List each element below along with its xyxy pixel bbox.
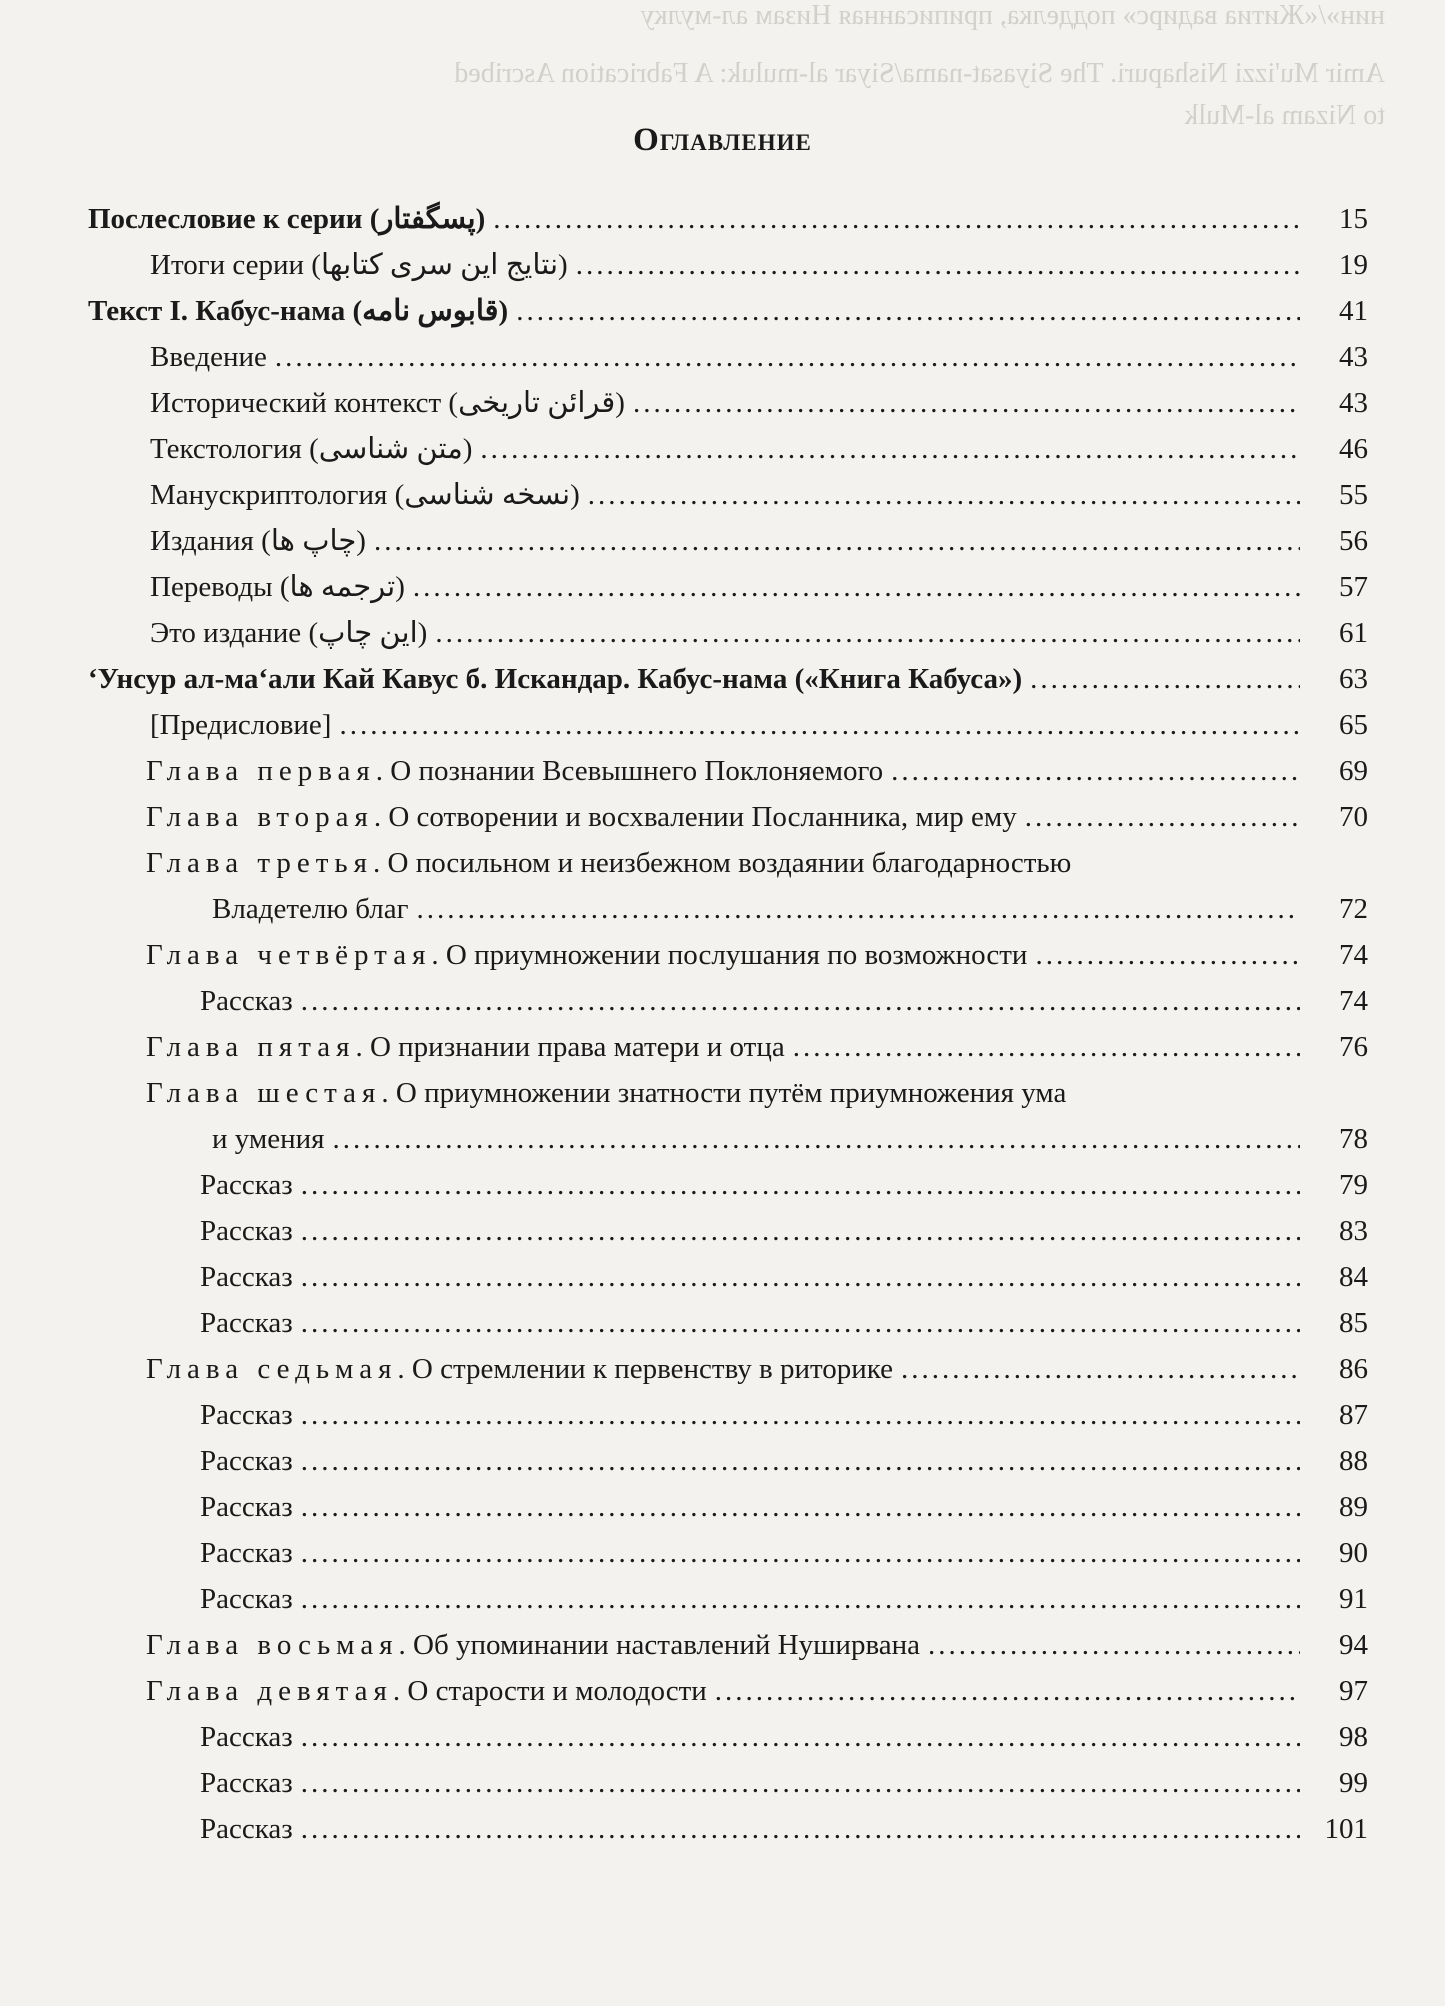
toc-entry-text: Введение — [150, 341, 267, 373]
page-number: 41 — [1339, 295, 1368, 327]
toc-entry-title — [200, 1484, 293, 1530]
toc-entry-text: Рассказ — [200, 1537, 293, 1569]
toc-entry-title — [146, 748, 883, 794]
toc-entry-title — [200, 1806, 293, 1852]
dot-leader — [301, 1438, 1300, 1484]
toc-entry-text: Рассказ — [200, 1307, 293, 1339]
persian-title: قرائن تاریخی — [458, 387, 616, 419]
toc-entry — [88, 1760, 1368, 1806]
toc-entry-text: Рассказ — [200, 1169, 293, 1201]
dot-leader — [301, 1300, 1300, 1346]
persian-title: قابوس نامه — [362, 295, 499, 327]
toc-entry — [88, 288, 1368, 334]
page-number: 74 — [1339, 939, 1368, 971]
toc-entry — [88, 1484, 1368, 1530]
dot-leader — [301, 1392, 1300, 1438]
page-number: 79 — [1339, 1169, 1368, 1201]
dot-leader — [339, 702, 1300, 748]
dot-leader — [1030, 656, 1300, 702]
toc-entry-text: Рассказ — [200, 1583, 293, 1615]
chapter-number: Глава восьмая — [146, 1629, 399, 1661]
dot-leader — [301, 1806, 1300, 1852]
page-number: 84 — [1339, 1261, 1368, 1293]
toc-entry — [88, 840, 1368, 886]
toc-entry-title — [200, 1254, 293, 1300]
bleed-through-line-3: to Nizam al-Mulk — [1184, 100, 1385, 131]
toc-entry-text: Владетелю благ — [212, 893, 409, 925]
toc-entry-text: Издания — [150, 525, 254, 557]
page-number: 56 — [1339, 525, 1368, 557]
dot-leader — [301, 978, 1300, 1024]
toc-entry-text: Переводы — [150, 571, 273, 603]
toc-entry — [88, 196, 1368, 242]
toc-entry — [88, 426, 1368, 472]
chapter-number: Глава третья — [146, 847, 373, 879]
toc-entry — [88, 380, 1368, 426]
toc-entry-title — [200, 1576, 293, 1622]
toc-entry-title: Послесловие к серии (پسگفتار) — [88, 203, 486, 235]
dot-leader — [275, 334, 1300, 380]
toc-entry — [88, 702, 1368, 748]
page-number: 85 — [1339, 1307, 1368, 1339]
chapter-number: Глава шестая — [146, 1077, 382, 1109]
toc-entry-text: . О познании Всевышнего Поклоняемого — [375, 755, 884, 787]
toc-entry — [88, 932, 1368, 978]
bleed-through-line-1: нин»/«Житиа вадирс» подделка, приписанная Низам ал-мулку — [640, 0, 1385, 31]
page-number: 90 — [1339, 1537, 1368, 1569]
toc-entry — [88, 1254, 1368, 1300]
toc-entry-title: Манускриптология (نسخه شناسی) — [150, 479, 580, 511]
page-number: 101 — [1324, 1813, 1368, 1845]
toc-entry — [88, 1024, 1368, 1070]
dot-leader — [417, 886, 1300, 932]
toc-entry-title — [146, 932, 1027, 978]
page-number: 15 — [1339, 203, 1368, 235]
toc-entry-text: . О сотворении и восхвалении Посланника, мир ему — [373, 801, 1017, 833]
dot-leader — [633, 380, 1300, 426]
dot-leader — [493, 196, 1300, 242]
page-number: 89 — [1339, 1491, 1368, 1523]
page-number: 65 — [1339, 709, 1368, 741]
page-number: 86 — [1339, 1353, 1368, 1385]
toc-entry-title: Итоги серии (نتایج این سری کتابها) — [150, 249, 568, 281]
toc-entry-title — [146, 840, 1071, 886]
toc-entry-text: Исторический контекст — [150, 387, 442, 419]
toc-entry-text: Рассказ — [200, 1767, 293, 1799]
dot-leader — [301, 1484, 1300, 1530]
toc-entry-text: . О стремлении к первенству в риторике — [397, 1353, 894, 1385]
toc-entry-title: Переводы (ترجمه ها) — [150, 571, 405, 603]
toc-entry — [88, 1392, 1368, 1438]
table-of-contents — [88, 196, 1368, 1852]
toc-entry — [88, 656, 1368, 702]
toc-entry — [88, 1530, 1368, 1576]
toc-entry-title — [200, 978, 293, 1024]
toc-entry-text: Это издание — [150, 617, 302, 649]
toc-entry-title — [212, 886, 409, 932]
toc-entry-title — [150, 702, 331, 748]
toc-entry-text: Рассказ — [200, 1261, 293, 1293]
toc-entry — [88, 1576, 1368, 1622]
toc-entry — [88, 978, 1368, 1024]
toc-entry-title — [200, 1162, 293, 1208]
toc-entry — [88, 1668, 1368, 1714]
dot-leader — [715, 1668, 1300, 1714]
chapter-number: Глава пятая — [146, 1031, 356, 1063]
toc-entry — [88, 1070, 1368, 1116]
toc-entry-title — [146, 1622, 920, 1668]
chapter-number: Глава вторая — [146, 801, 374, 833]
dot-leader — [301, 1162, 1300, 1208]
toc-entry-text: Рассказ — [200, 1215, 293, 1247]
toc-entry-title — [200, 1438, 293, 1484]
page-title: Оглавление — [633, 122, 812, 158]
toc-entry-title — [146, 1668, 707, 1714]
toc-entry — [88, 1162, 1368, 1208]
toc-entry-text: . Об упоминании наставлений Нуширвана — [398, 1629, 921, 1661]
toc-entry — [88, 1714, 1368, 1760]
dot-leader — [301, 1254, 1300, 1300]
page-number: 61 — [1339, 617, 1368, 649]
toc-entry-text: . О приумножении знатности путём приумножения ума — [381, 1077, 1067, 1109]
toc-entry-title — [200, 1530, 293, 1576]
dot-leader — [793, 1024, 1300, 1070]
page-number: 55 — [1339, 479, 1368, 511]
toc-entry-text: Послесловие к серии — [88, 203, 363, 235]
toc-entry-title: Это издание (این چاپ) — [150, 617, 428, 649]
persian-title: پسگفتار — [379, 203, 476, 235]
page-number: 94 — [1339, 1629, 1368, 1661]
dot-leader — [480, 426, 1300, 472]
toc-entry-title — [146, 1070, 1066, 1116]
page-number: 72 — [1339, 893, 1368, 925]
persian-title: این چاپ — [318, 617, 418, 649]
dot-leader — [588, 472, 1300, 518]
dot-leader — [301, 1576, 1300, 1622]
dot-leader — [928, 1622, 1300, 1668]
page-number: 57 — [1339, 571, 1368, 603]
toc-entry-title — [150, 334, 267, 380]
dot-leader — [333, 1116, 1301, 1162]
chapter-number: Глава седьмая — [146, 1353, 398, 1385]
page-number: 19 — [1339, 249, 1368, 281]
page-number: 43 — [1339, 387, 1368, 419]
toc-entry — [88, 518, 1368, 564]
dot-leader — [374, 518, 1300, 564]
toc-entry-text: . О посильном и неизбежном воздаянии благодарностью — [373, 847, 1072, 879]
page-number: 83 — [1339, 1215, 1368, 1247]
dot-leader — [301, 1208, 1300, 1254]
toc-entry-text: Рассказ — [200, 1721, 293, 1753]
toc-entry — [88, 1116, 1368, 1162]
page-number: 70 — [1339, 801, 1368, 833]
dot-leader — [516, 288, 1300, 334]
toc-entry-title — [200, 1208, 293, 1254]
dot-leader — [891, 748, 1300, 794]
dot-leader — [901, 1346, 1300, 1392]
toc-entry-text: [Предисловие] — [150, 709, 332, 741]
toc-entry — [88, 1208, 1368, 1254]
dot-leader — [1025, 794, 1300, 840]
chapter-number: Глава девятая — [146, 1675, 393, 1707]
toc-entry — [88, 1346, 1368, 1392]
chapter-number: Глава четвёртая — [146, 939, 432, 971]
toc-entry-title — [146, 1346, 893, 1392]
toc-entry-title — [200, 1714, 293, 1760]
dot-leader — [301, 1530, 1300, 1576]
toc-entry-text: . О признании права матери и отца — [355, 1031, 785, 1063]
toc-entry-text: Манускриптология — [150, 479, 388, 511]
dot-leader — [1035, 932, 1300, 978]
toc-entry-text: . О приумножении послушания по возможности — [431, 939, 1028, 971]
page-number: 46 — [1339, 433, 1368, 465]
toc-entry-text: Рассказ — [200, 1813, 293, 1845]
toc-entry — [88, 610, 1368, 656]
toc-entry-text: Рассказ — [200, 985, 293, 1017]
persian-title: نسخه شناسی — [404, 479, 571, 511]
page-number: 74 — [1339, 985, 1368, 1017]
toc-entry-title — [88, 656, 1022, 702]
toc-entry-text: и умения — [212, 1123, 325, 1155]
toc-entry — [88, 886, 1368, 932]
toc-entry-text: . О старости и молодости — [392, 1675, 707, 1707]
page-number: 69 — [1339, 755, 1368, 787]
page-number: 76 — [1339, 1031, 1368, 1063]
page-number: 88 — [1339, 1445, 1368, 1477]
toc-entry — [88, 1622, 1368, 1668]
toc-entry-title — [146, 1024, 785, 1070]
page-number: 87 — [1339, 1399, 1368, 1431]
toc-entry-title — [200, 1392, 293, 1438]
toc-entry-text: Рассказ — [200, 1399, 293, 1431]
bleed-through-line-2: Amir Mu'izzi Nishapuri. The Siyasat-nama/Siyar al-muluk: A Fabrication Ascribed — [454, 58, 1385, 89]
toc-entry-text: Текстология — [150, 433, 302, 465]
page-number: 97 — [1339, 1675, 1368, 1707]
dot-leader — [413, 564, 1300, 610]
page-number: 99 — [1339, 1767, 1368, 1799]
persian-title: نتایج این سری کتابها — [320, 249, 559, 281]
page-number: 78 — [1339, 1123, 1368, 1155]
persian-title: چاپ ها — [270, 525, 357, 557]
toc-entry — [88, 1300, 1368, 1346]
toc-entry-text: Рассказ — [200, 1491, 293, 1523]
page-number: 63 — [1339, 663, 1368, 695]
toc-entry — [88, 794, 1368, 840]
toc-entry — [88, 748, 1368, 794]
toc-entry-text: Рассказ — [200, 1445, 293, 1477]
toc-entry-title: Исторический контекст (قرائن تاریخی) — [150, 387, 625, 419]
toc-entry-title: Текстология (متن شناسی) — [150, 433, 473, 465]
toc-entry-title — [212, 1116, 325, 1162]
toc-entry-title — [200, 1760, 293, 1806]
dot-leader — [576, 242, 1300, 288]
toc-entry-title — [200, 1300, 293, 1346]
page-number: 91 — [1339, 1583, 1368, 1615]
persian-title: ترجمه ها — [289, 571, 396, 603]
toc-entry — [88, 564, 1368, 610]
toc-entry — [88, 334, 1368, 380]
toc-entry — [88, 1806, 1368, 1852]
dot-leader — [435, 610, 1300, 656]
toc-entry — [88, 1438, 1368, 1484]
toc-entry — [88, 242, 1368, 288]
toc-entry-text: Текст I. Кабус-нама — [88, 295, 346, 327]
page-number: 43 — [1339, 341, 1368, 373]
toc-entry-title: Издания (چاپ ها) — [150, 525, 366, 557]
page-number: 98 — [1339, 1721, 1368, 1753]
toc-entry — [88, 472, 1368, 518]
dot-leader — [301, 1714, 1300, 1760]
toc-entry-text: Итоги серии — [150, 249, 305, 281]
toc-entry-title — [146, 794, 1017, 840]
chapter-number: Глава первая — [146, 755, 376, 787]
toc-entry-title: Текст I. Кабус-нама (قابوس نامه) — [88, 295, 509, 327]
toc-entry-text: ‘Унсур ал-ма‘али Кай Кавус б. Искандар. Кабус-нама («Книга Кабуса») — [88, 663, 1023, 695]
persian-title: متن شناسی — [318, 433, 463, 465]
dot-leader — [301, 1760, 1300, 1806]
